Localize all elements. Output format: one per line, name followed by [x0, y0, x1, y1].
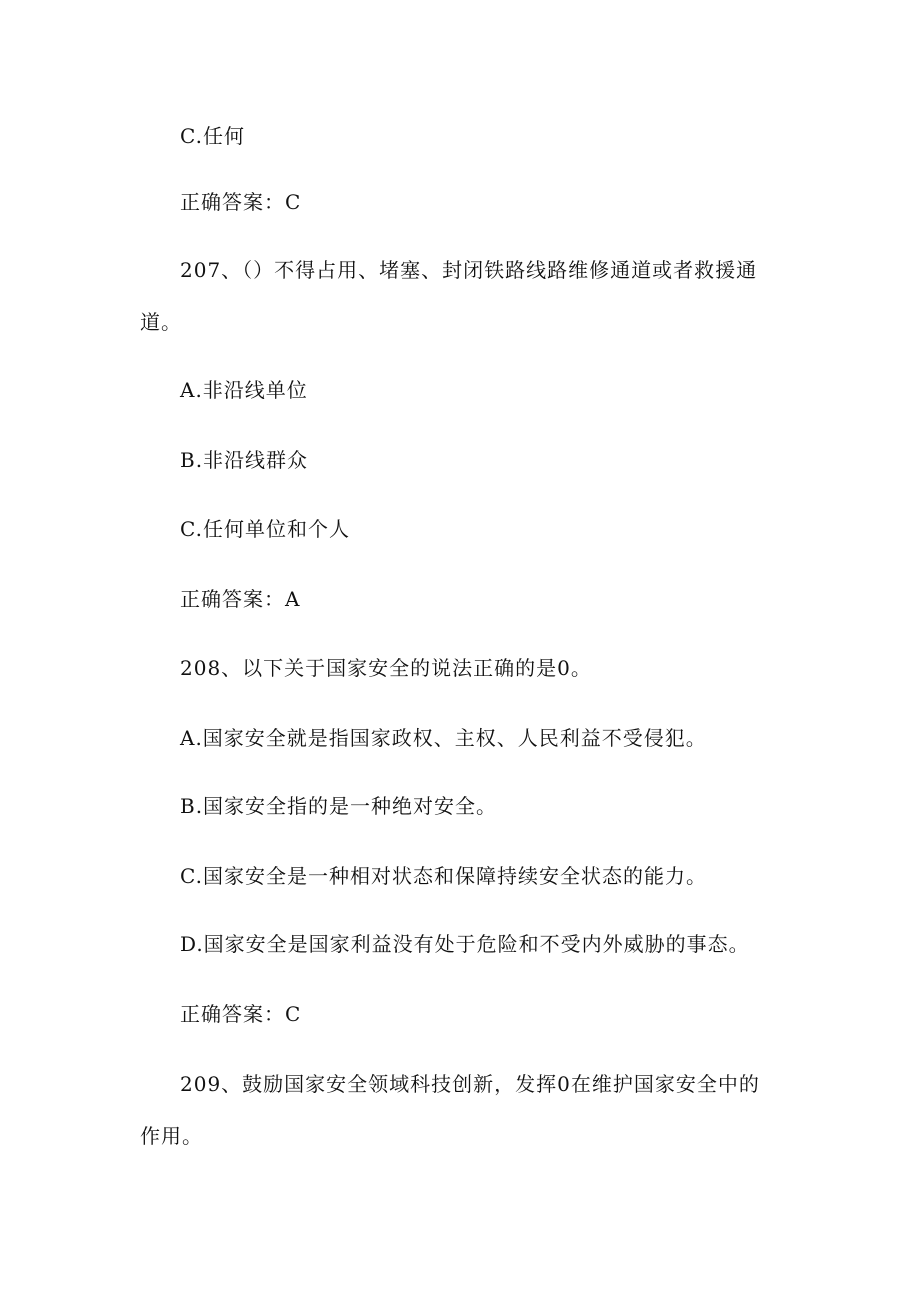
- q208-answer: 正确答案：C: [180, 1002, 302, 1026]
- q206-answer: 正确答案：C: [180, 190, 302, 214]
- q207-stem-line2: 道。: [140, 310, 182, 334]
- q208-option-b: B.国家安全指的是一种绝对安全。: [180, 794, 498, 818]
- q208-option-c: C.国家安全是一种相对状态和保障持续安全状态的能力。: [180, 864, 707, 888]
- q206-option-c: C.任何: [180, 124, 245, 148]
- q207-option-c: C.任何单位和个人: [180, 517, 350, 541]
- q209-stem-line2: 作用。: [140, 1124, 203, 1148]
- q207-stem-line1: 207、（）不得占用、堵塞、封闭铁路线路维修通道或者救援通: [180, 258, 758, 282]
- q207-answer: 正确答案：A: [180, 587, 301, 611]
- q208-stem: 208、以下关于国家安全的说法正确的是0。: [180, 656, 592, 680]
- q208-option-d: D.国家安全是国家利益没有处于危险和不受内外威胁的事态。: [180, 932, 750, 956]
- q208-option-a: A.国家安全就是指国家政权、主权、人民利益不受侵犯。: [180, 726, 707, 750]
- q207-option-a: A.非沿线单位: [180, 378, 308, 402]
- q207-option-b: B.非沿线群众: [180, 448, 309, 472]
- q209-stem-line1: 209、鼓励国家安全领域科技创新，发挥0在维护国家安全中的: [180, 1072, 760, 1096]
